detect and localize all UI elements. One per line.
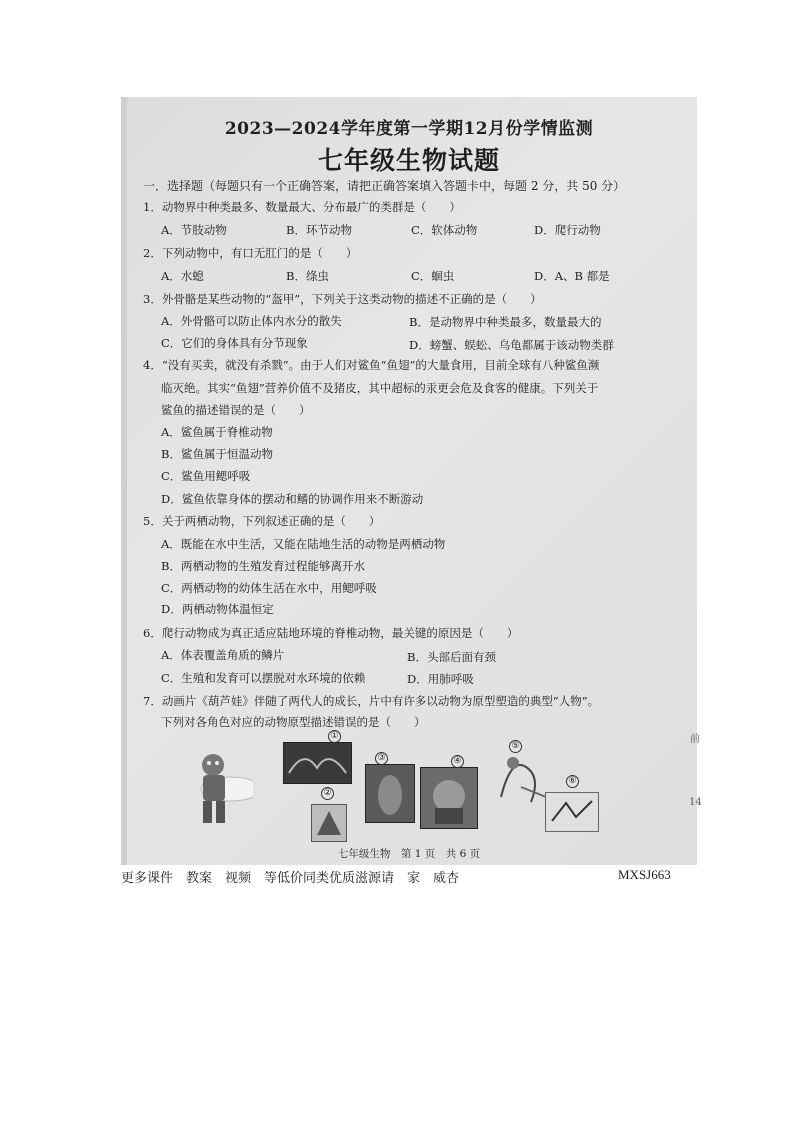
question-4-option-a: A．鲨鱼属于脊椎动物 (161, 425, 273, 439)
exam-title-line2: 七年级生物试题 (317, 146, 500, 175)
question-4-option-d: D．鲨鱼依靠身体的摆动和鳍的协调作用来不断游动 (161, 492, 424, 506)
question-3-option-c: C．它们的身体具有分节现象 (161, 336, 308, 350)
question-7-stem-line1: 7．动画片《葫芦娃》伴随了两代人的成长，片中有许多以动物为原型塑造的典型“人物”。 (143, 694, 600, 708)
question-1-option-a: A．节肢动物 (161, 223, 227, 237)
exam-title-line1: 2023—2024学年度第一学期12月份学情监测 (224, 119, 594, 139)
figure-1-image (283, 742, 352, 784)
question-6-option-a: A．体表覆盖角质的鳞片 (161, 648, 285, 662)
question-2-option-a: A．水螅 (161, 269, 204, 283)
question-6-option-c: C．生殖和发育可以摆脱对水环境的依赖 (161, 671, 366, 685)
figure-3-number: ③ (375, 752, 388, 765)
page-edge-shadow (121, 97, 127, 865)
question-1-option-b: B．环节动物 (286, 223, 352, 237)
question-4-stem-line3: 鲨鱼的描述错误的是（ ） (161, 403, 311, 417)
question-4-stem-line1: 4．“没有买卖，就没有杀戮”。由于人们对鲨鱼“鱼翅”的大量食用，目前全球有八种鲨鱼濒 (143, 358, 600, 372)
question-1-option-d: D．爬行动物 (534, 223, 601, 237)
question-5-stem: 5．关于两栖动物，下列叙述正确的是（ ） (143, 514, 381, 528)
question-3-stem: 3．外骨骼是某些动物的“盔甲”，下列关于这类动物的描述不正确的是（ ） (143, 292, 542, 306)
figure-2-image (311, 804, 347, 842)
figure-4-number: ④ (451, 755, 464, 768)
figure-1-number: ① (328, 730, 341, 743)
calabash-brother-illustration (183, 747, 253, 831)
figure-6-image (545, 792, 599, 832)
question-1-stem: 1．动物界中种类最多、数量最大、分布最广的类群是（ ） (143, 200, 461, 214)
figure-4-image (420, 767, 478, 829)
figure-6-number: ⑥ (566, 775, 579, 788)
section-heading: 一．选择题（每题只有一个正确答案，请把正确答案填入答题卡中，每题 2 分，共 50 分） (143, 179, 626, 193)
question-6-option-b: B．头部后面有颈 (407, 650, 496, 664)
figure-3-image (365, 764, 415, 823)
question-1-option-c: C．软体动物 (411, 223, 478, 237)
question-3-option-d: D．螃蟹、蜈蚣、乌龟都属于该动物类群 (409, 338, 614, 352)
question-5-option-c: C．两栖动物的幼体生活在水中，用鳃呼吸 (161, 581, 377, 595)
promo-text: 更多课件 教案 视频 等低价同类优质滋源请 家 威杏 (121, 871, 460, 886)
margin-char-2: 14 (689, 797, 702, 808)
question-4-option-b: B．鲨鱼属于恒温动物 (161, 447, 273, 461)
question-7-stem-line2: 下列对各角色对应的动物原型描述错误的是（ ） (161, 715, 426, 729)
exam-photo (121, 97, 697, 865)
figure-5-number: ⑤ (509, 740, 522, 753)
question-6-stem: 6．爬行动物成为真正适应陆地环境的脊椎动物，最关键的原因是（ ） (143, 626, 519, 640)
question-2-option-b: B．绦虫 (286, 269, 329, 283)
margin-char-1: 前 (690, 734, 700, 745)
question-4-option-c: C．鲨鱼用鳃呼吸 (161, 469, 251, 483)
question-2-stem: 2．下列动物中，有口无肛门的是（ ） (143, 246, 358, 260)
page-number-footer: 七年级生物 第 1 页 共 6 页 (337, 848, 481, 860)
question-5-option-d: D．两栖动物体温恒定 (161, 602, 274, 616)
question-5-option-b: B．两栖动物的生殖发育过程能够离开水 (161, 559, 365, 573)
question-3-option-a: A．外骨骼可以防止体内水分的散失 (161, 314, 342, 328)
question-4-stem-line2: 临灭绝。其实“鱼翅”营养价值不及猪皮，其中超标的汞更会危及食客的健康。下列关于 (161, 381, 599, 395)
question-2-option-d: D．A、B 都是 (534, 269, 610, 283)
figure-5-image (491, 747, 551, 807)
question-6-option-d: D．用肺呼吸 (407, 672, 474, 686)
question-5-option-a: A．既能在水中生活，又能在陆地生活的动物是两栖动物 (161, 537, 446, 551)
question-2-option-c: C．蛔虫 (411, 269, 455, 283)
question-3-option-b: B．是动物界中种类最多，数量最大的 (409, 315, 602, 329)
figure-2-number: ② (321, 787, 334, 800)
document-code: MXSJ663 (618, 867, 671, 882)
